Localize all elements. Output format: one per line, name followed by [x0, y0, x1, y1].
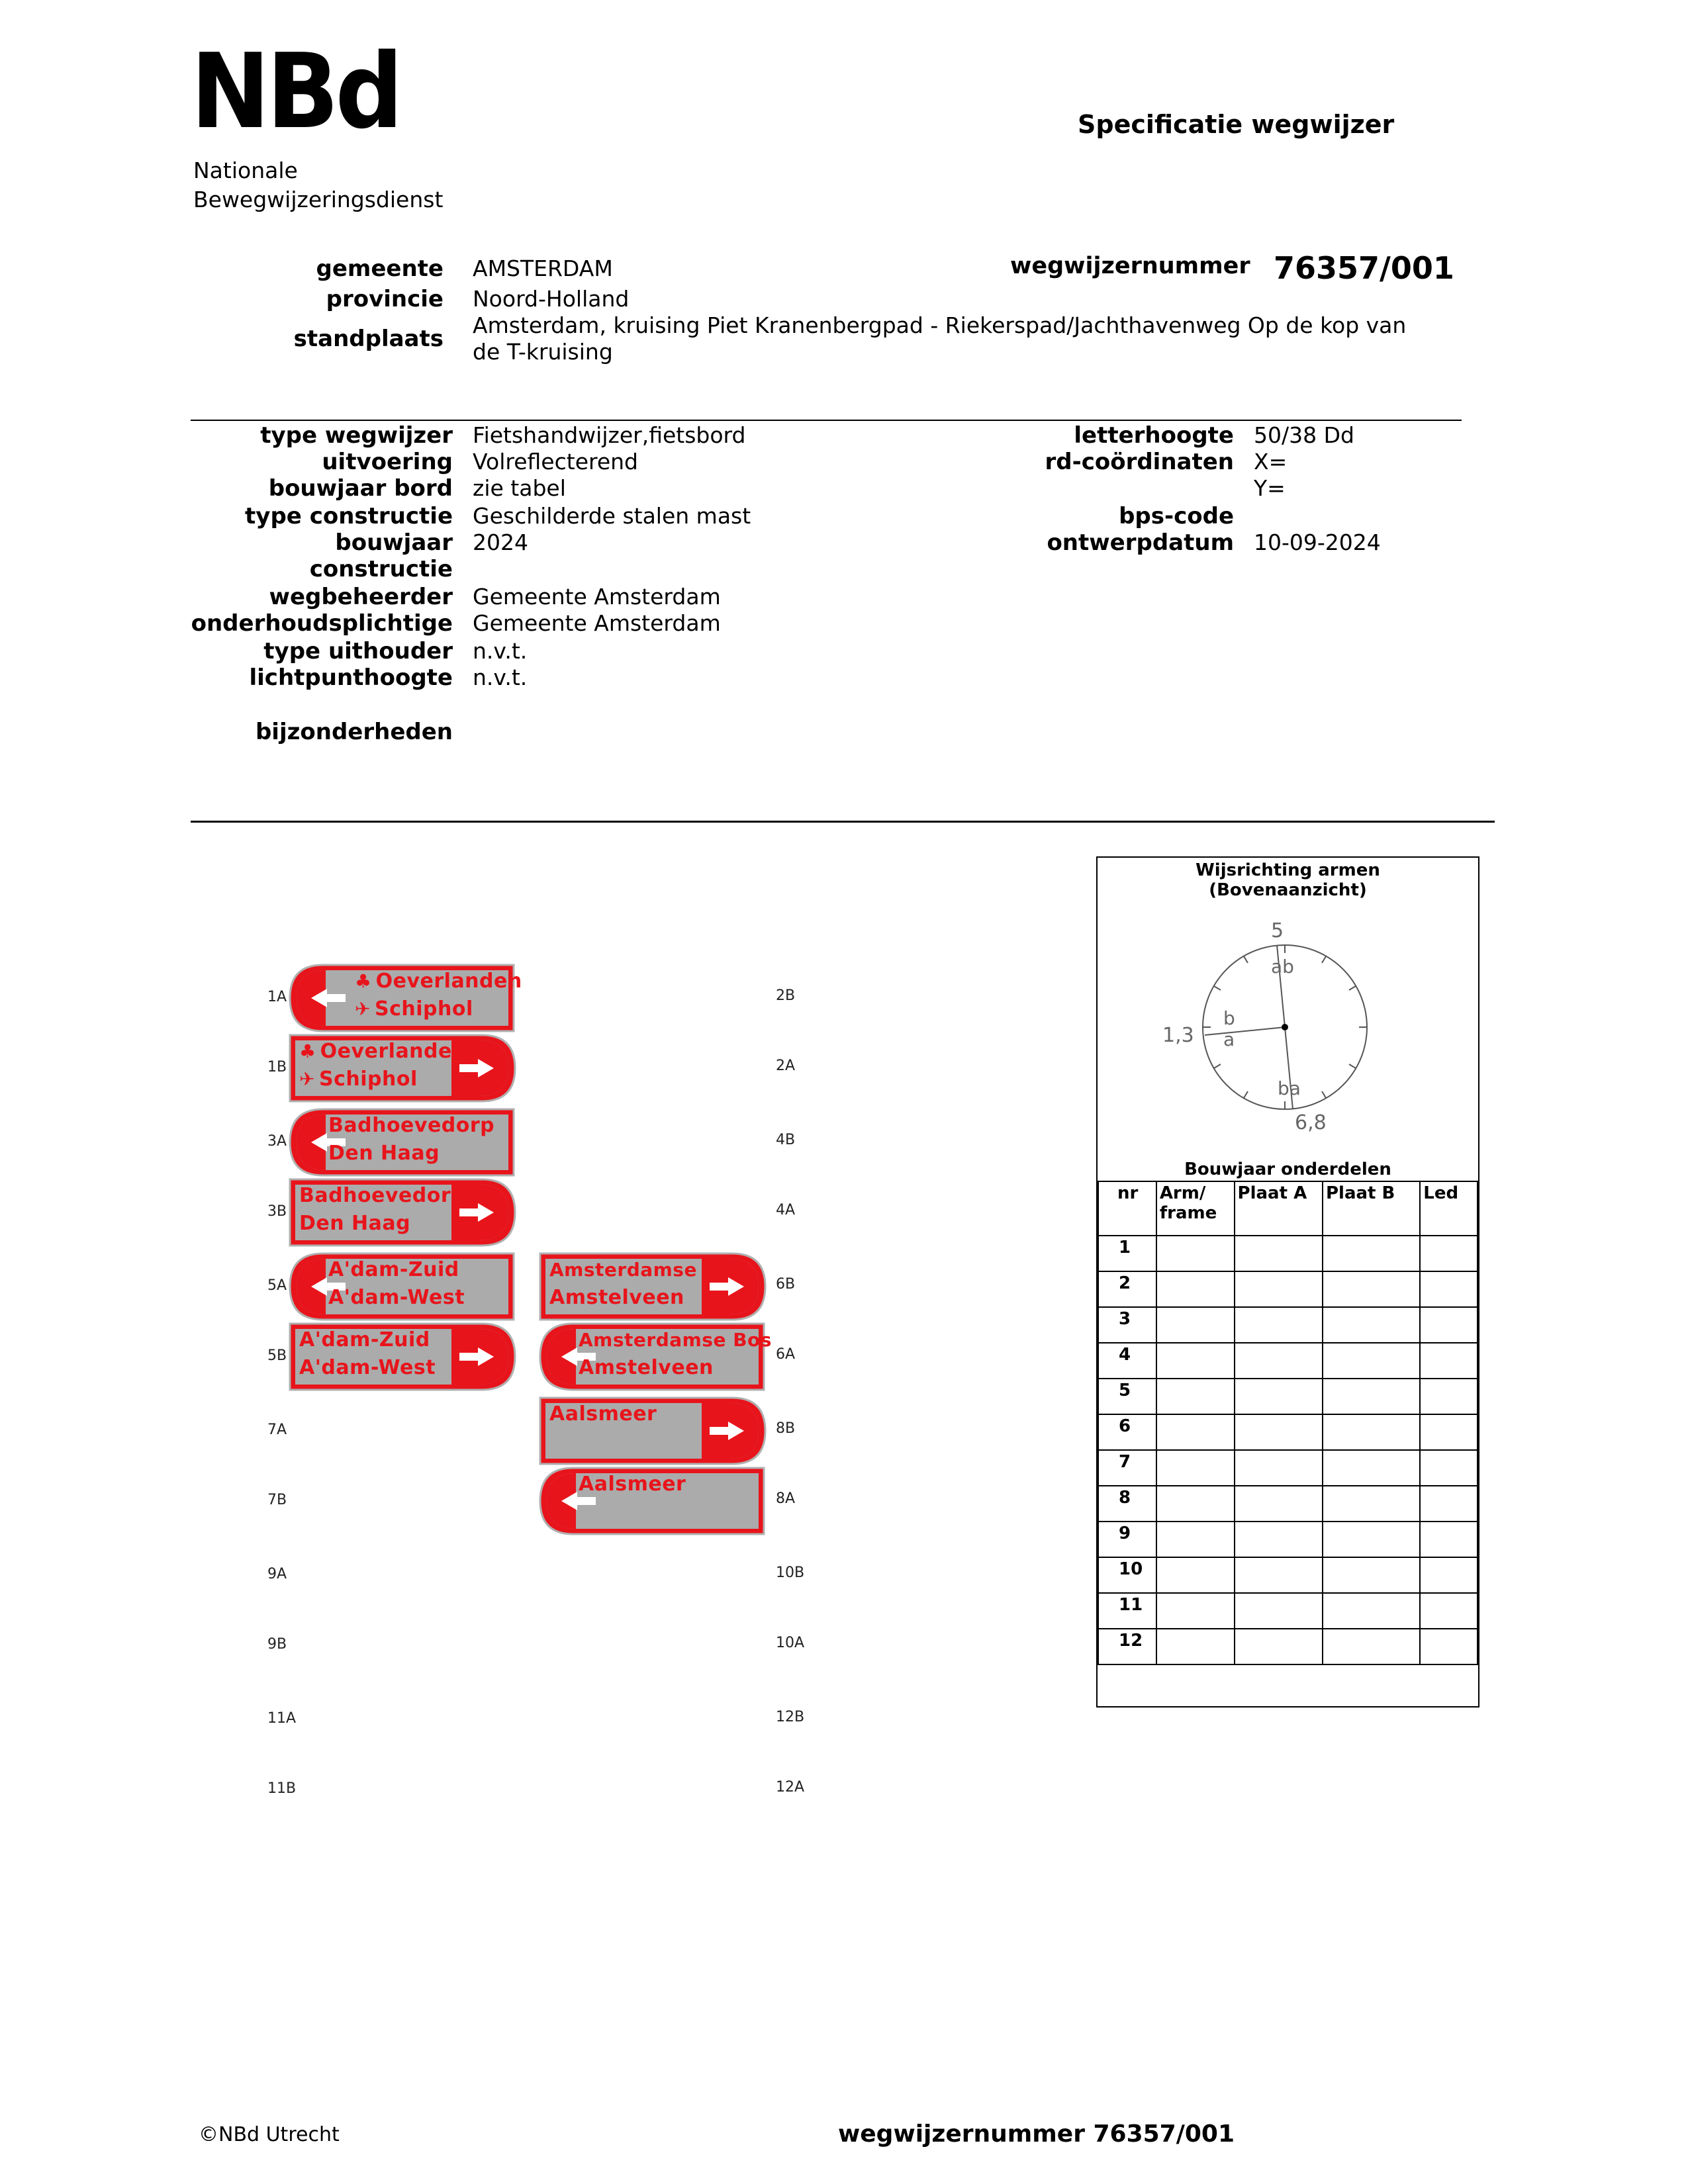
position-label-12b: 12B [776, 1709, 805, 1725]
position-label-1a: 1A [267, 989, 287, 1005]
bouwjaar-constructie-label-line1: bouwjaar [335, 529, 453, 556]
org-name-line2: Bewegwijzeringsdienst [193, 187, 444, 212]
cell-nr: 10 [1098, 1557, 1156, 1593]
sign-5b-line1: A'dam-Zuid [299, 1328, 430, 1351]
position-label-5b: 5B [267, 1347, 287, 1364]
cell-plaat-b [1323, 1593, 1420, 1629]
ontwerpdatum-value: 10-09-2024 [1254, 529, 1381, 555]
cell-arm [1156, 1236, 1235, 1271]
cell-led [1420, 1450, 1477, 1486]
tree-icon: ♣ [355, 970, 372, 992]
cell-plaat-a [1235, 1557, 1323, 1593]
sign-5a-line2: A'dam-West [328, 1286, 465, 1309]
gemeente-label: gemeente [316, 255, 444, 282]
cell-nr: 7 [1098, 1450, 1156, 1486]
sign-1a-line2: ✈ Schiphol [355, 995, 473, 1023]
cell-plaat-b [1323, 1307, 1420, 1343]
arm-label-left-b: b [1223, 1007, 1235, 1029]
sign-6b-line2: Amstelveen [549, 1286, 684, 1309]
sign-6a-line1: Amsterdamse Bos [579, 1329, 772, 1351]
cell-nr: 12 [1098, 1629, 1156, 1664]
compass-label-6-8: 6,8 [1295, 1111, 1327, 1134]
cell-arm [1156, 1522, 1235, 1557]
cell-plaat-b [1323, 1414, 1420, 1450]
col-led-header: Led [1420, 1181, 1477, 1236]
position-label-12a: 12A [776, 1779, 805, 1796]
cell-led [1420, 1557, 1477, 1593]
position-label-10a: 10A [776, 1635, 805, 1651]
position-label-8a: 8A [776, 1490, 796, 1507]
uitvoering-label: uitvoering [322, 449, 453, 475]
cell-arm [1156, 1414, 1235, 1450]
table-row [1098, 1593, 1477, 1629]
sign-8a [539, 1467, 767, 1535]
cell-plaat-a [1235, 1343, 1323, 1379]
wegbeheerder-label: wegbeheerder [269, 584, 453, 610]
col-plaat-a-header: Plaat A [1235, 1181, 1323, 1236]
table-row [1098, 1307, 1477, 1343]
top-divider [191, 420, 1462, 421]
sign-6a [539, 1322, 772, 1391]
cell-arm [1156, 1486, 1235, 1522]
wegwijzernummer-label: wegwijzernummer [1010, 253, 1250, 279]
position-label-4a: 4A [776, 1202, 796, 1218]
position-label-11b: 11B [267, 1780, 297, 1797]
cell-nr: 9 [1098, 1522, 1156, 1557]
airplane-icon: ✈ [299, 1068, 315, 1090]
cell-plaat-b [1323, 1629, 1420, 1664]
col-plaat-b-header: Plaat B [1323, 1181, 1420, 1236]
arm-label-bottom-ba: ba [1278, 1077, 1301, 1099]
gemeente-value: AMSTERDAM [473, 255, 613, 281]
cell-arm [1156, 1271, 1235, 1307]
sign-3a-line2: Den Haag [328, 1142, 440, 1165]
cell-plaat-b [1323, 1271, 1420, 1307]
table-row [1098, 1629, 1477, 1664]
org-name-line1: Nationale [193, 158, 298, 183]
position-label-6a: 6A [776, 1346, 796, 1363]
airplane-icon: ✈ [355, 998, 371, 1020]
cell-plaat-a [1235, 1379, 1323, 1414]
sign-8b-line1: Aalsmeer [549, 1402, 657, 1426]
document-title: Specificatie wegwijzer [1078, 110, 1395, 139]
sign-3a-line1: Badhoevedorp [328, 1114, 495, 1137]
uitvoering-value: Volreflecterend [473, 449, 638, 475]
cell-plaat-a [1235, 1271, 1323, 1307]
type-wegwijzer-label: type wegwijzer [260, 422, 453, 449]
cell-plaat-a [1235, 1414, 1323, 1450]
lichtpunthoogte-value: n.v.t. [473, 664, 528, 690]
cell-led [1420, 1593, 1477, 1629]
wegwijzernummer-value: 76357/001 [1274, 250, 1454, 286]
bijzonderheden-label: bijzonderheden [255, 719, 453, 745]
cell-plaat-b [1323, 1486, 1420, 1522]
cell-led [1420, 1414, 1477, 1450]
standplaats-line1: Amsterdam, kruising Piet Kranenbergpad - Riekerspad/Jachthavenweg Op de kop van [473, 312, 1407, 338]
nbd-logo: NBd [191, 31, 400, 152]
sign-3b-line2: Den Haag [299, 1212, 411, 1235]
cell-nr: 11 [1098, 1593, 1156, 1629]
cell-led [1420, 1522, 1477, 1557]
cell-arm [1156, 1629, 1235, 1664]
cell-led [1420, 1307, 1477, 1343]
cell-led [1420, 1629, 1477, 1664]
org-name [193, 156, 443, 214]
sign-5a [289, 1252, 516, 1321]
table-row [1098, 1486, 1477, 1522]
compass-label-1-3: 1,3 [1162, 1024, 1194, 1047]
bouwjaar-bord-value: zie tabel [473, 475, 566, 501]
cell-plaat-a [1235, 1236, 1323, 1271]
cell-plaat-a [1235, 1522, 1323, 1557]
cell-nr: 1 [1098, 1236, 1156, 1271]
position-label-8b: 8B [776, 1420, 796, 1437]
compass-diagram [1098, 858, 1478, 1175]
type-constructie-value: Geschilderde stalen mast [473, 503, 751, 529]
type-wegwijzer-value: Fietshandwijzer,fietsbord [473, 422, 746, 448]
sign-6b-line1: Amsterdamse Bos [549, 1259, 743, 1281]
letterhoogte-value: 50/38 Dd [1254, 422, 1354, 448]
sign-1a-line1: ♣ Oeverlanden [355, 968, 522, 995]
table-row [1098, 1236, 1477, 1271]
table-row [1098, 1414, 1477, 1450]
bouwjaar-constructie-label [185, 529, 453, 582]
sign-1b [289, 1034, 516, 1103]
type-uithouder-label: type uithouder [263, 638, 453, 664]
standplaats-label: standplaats [293, 326, 444, 352]
sign-5b [289, 1322, 516, 1391]
cell-arm [1156, 1379, 1235, 1414]
cell-nr: 5 [1098, 1379, 1156, 1414]
sign-1b-line2: ✈ Schiphol [299, 1066, 418, 1093]
cell-plaat-a [1235, 1450, 1323, 1486]
position-label-6b: 6B [776, 1276, 796, 1293]
bottom-divider [191, 821, 1495, 823]
compass-title-line1: Wijsrichting armen [1196, 860, 1380, 880]
cell-plaat-b [1323, 1236, 1420, 1271]
onderhoudsplichtige-value: Gemeente Amsterdam [473, 610, 721, 636]
lichtpunthoogte-label: lichtpunthoogte [249, 664, 453, 691]
position-label-11a: 11A [267, 1710, 297, 1727]
arm-label-left-a: a [1223, 1028, 1235, 1050]
position-label-5a: 5A [267, 1277, 287, 1294]
rd-y-value: Y= [1254, 475, 1286, 501]
cell-arm [1156, 1307, 1235, 1343]
cell-arm [1156, 1343, 1235, 1379]
cell-plaat-a [1235, 1593, 1323, 1629]
position-label-1b: 1B [267, 1059, 287, 1075]
position-label-10b: 10B [776, 1565, 805, 1581]
cell-arm [1156, 1557, 1235, 1593]
cell-led [1420, 1343, 1477, 1379]
type-uithouder-value: n.v.t. [473, 638, 528, 664]
wegbeheerder-value: Gemeente Amsterdam [473, 584, 721, 610]
standplaats-line2: de T-kruising [473, 339, 613, 365]
col-nr-header: nr [1098, 1181, 1156, 1236]
ontwerpdatum-label: ontwerpdatum [1047, 529, 1234, 556]
position-label-9a: 9A [267, 1566, 287, 1582]
sign-8b [539, 1396, 767, 1465]
cell-arm [1156, 1450, 1235, 1486]
cell-arm [1156, 1593, 1235, 1629]
cell-led [1420, 1236, 1477, 1271]
arm-label-top-ab: ab [1271, 956, 1294, 978]
cell-plaat-b [1323, 1379, 1420, 1414]
col-arm-header: Arm/ frame [1156, 1181, 1235, 1236]
table-row [1098, 1522, 1477, 1557]
cell-nr: 2 [1098, 1271, 1156, 1307]
table-row [1098, 1379, 1477, 1414]
cell-plaat-a [1235, 1629, 1323, 1664]
onderhoudsplichtige-label: onderhoudsplichtige [191, 610, 453, 637]
bouwjaar-constructie-value: 2024 [473, 529, 528, 555]
sign-3b [289, 1178, 516, 1247]
table-row [1098, 1450, 1477, 1486]
cell-led [1420, 1486, 1477, 1522]
cell-plaat-b [1323, 1522, 1420, 1557]
sign-6a-line2: Amstelveen [579, 1356, 714, 1379]
footer-copyright: ©NBd Utrecht [199, 2123, 340, 2146]
bouwjaar-title: Bouwjaar onderdelen [1184, 1160, 1391, 1179]
cell-plaat-b [1323, 1557, 1420, 1593]
provincie-value: Noord-Holland [473, 286, 630, 312]
position-label-9b: 9B [267, 1636, 287, 1653]
position-label-4b: 4B [776, 1132, 796, 1148]
standplaats-value [473, 312, 1406, 365]
cell-nr: 8 [1098, 1486, 1156, 1522]
cell-plaat-a [1235, 1486, 1323, 1522]
bouwjaar-constructie-label-line2: constructie [309, 556, 453, 582]
sign-1a [289, 964, 522, 1032]
letterhoogte-label: letterhoogte [1074, 422, 1234, 449]
footer-wegwijzernummer: wegwijzernummer 76357/001 [838, 2120, 1235, 2148]
provincie-label: provincie [326, 286, 444, 312]
bouwjaar-table [1098, 1181, 1478, 1665]
cell-plaat-b [1323, 1343, 1420, 1379]
table-row [1098, 1557, 1477, 1593]
sign-1b-line1: ♣ Oeverlanden [299, 1038, 467, 1066]
cell-plaat-b [1323, 1450, 1420, 1486]
sign-6b [539, 1252, 767, 1321]
compass-label-5: 5 [1271, 919, 1284, 942]
table-row [1098, 1271, 1477, 1307]
position-label-7b: 7B [267, 1492, 287, 1508]
rd-coordinaten-label: rd-coördinaten [1045, 449, 1234, 475]
position-label-3b: 3B [267, 1203, 287, 1220]
cell-nr: 6 [1098, 1414, 1156, 1450]
tree-icon: ♣ [299, 1040, 316, 1062]
rd-x-value: X= [1254, 449, 1288, 475]
bouwjaar-bord-label: bouwjaar bord [268, 475, 453, 502]
position-label-2a: 2A [776, 1058, 796, 1074]
cell-nr: 3 [1098, 1307, 1156, 1343]
compass-title-line2: (Bovenaanzicht) [1209, 880, 1367, 900]
position-label-3a: 3A [267, 1133, 287, 1150]
cell-nr: 4 [1098, 1343, 1156, 1379]
cell-led [1420, 1271, 1477, 1307]
sign-5b-line2: A'dam-West [299, 1356, 436, 1379]
position-label-7a: 7A [267, 1422, 287, 1438]
cell-plaat-a [1235, 1307, 1323, 1343]
table-row [1098, 1343, 1477, 1379]
bps-code-label: bps-code [1119, 503, 1234, 529]
compass-panel [1096, 856, 1479, 1707]
position-label-2b: 2B [776, 987, 796, 1004]
type-constructie-label: type constructie [245, 503, 453, 529]
sign-5a-line1: A'dam-Zuid [328, 1258, 459, 1281]
sign-3b-line1: Badhoevedorp [299, 1184, 466, 1207]
compass-center [1282, 1024, 1288, 1030]
sign-8a-line1: Aalsmeer [579, 1473, 686, 1496]
sign-3a [289, 1108, 516, 1177]
cell-led [1420, 1379, 1477, 1414]
